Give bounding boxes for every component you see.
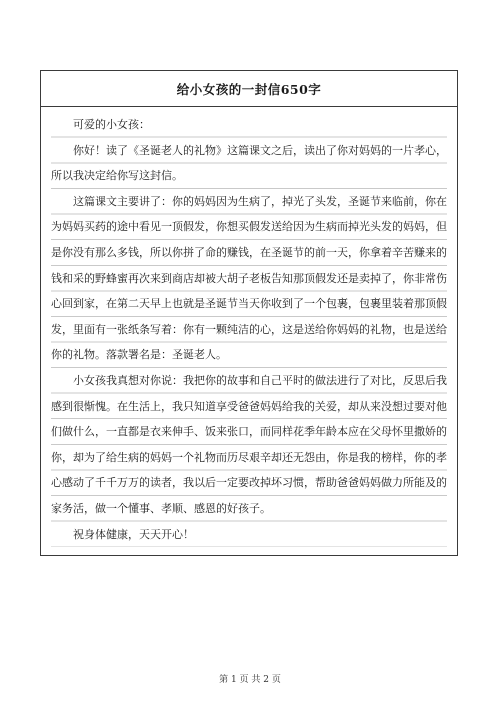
salutation: 可爱的小女孩： xyxy=(51,112,447,138)
paragraph-summary: 这篇课文主要讲了：你的妈妈因为生病了，掉光了头发，圣诞节来临前，你在为妈妈买药的途中看见一顶假发，你想买假发送给因为生病而掉光头发的妈妈，但是你没有那么多钱，所以你拼了命的赚钱，在圣诞节的前一天，你拿着辛苦赚来的钱和采的野蜂蜜再次来到商店却被大胡子老板告知那顶假发还是卖掉了，你非常伤心回到家，在第二天早上也就是圣诞节当天你收到了一个包裹，包裹里装着那顶假发，里面有一张纸条写着：你有一颗纯洁的心，这是送给你妈妈的礼物，也是送给你的礼物。落款署名是：圣诞老人。 xyxy=(51,189,447,368)
page-number: 第 1 页 共 2 页 xyxy=(219,675,281,685)
document-title: 给小女孩的一封信650字 xyxy=(41,71,457,107)
paragraph-reflection: 小女孩我真想对你说：我把你的故事和自己平时的做法进行了对比，反思后我感到很惭愧。在生活上，我只知道享受爸爸妈妈给我的关爱，却从来没想过要对他们做什么，一直都是衣来伸手、饭来张口，而同样花季年龄本应在父母怀里撒娇的你，却为了给生病的妈妈一个礼物而历尽艰辛却还无怨由，你是我的榜样，你的孝心感动了千千万万的读者，我以后一定要改掉坏习惯，帮助爸爸妈妈做力所能及的家务活，做一个懂事、孝顺、感恩的好孩子。 xyxy=(51,368,447,522)
closing-wish: 祝身体健康，天天开心！ xyxy=(51,522,447,548)
letter-body xyxy=(41,107,457,555)
paragraph-intro: 你好！读了《圣诞老人的礼物》这篇课文之后，读出了你对妈妈的一片孝心，所以我决定给你写这封信。 xyxy=(51,138,447,189)
letter-document xyxy=(40,70,458,556)
